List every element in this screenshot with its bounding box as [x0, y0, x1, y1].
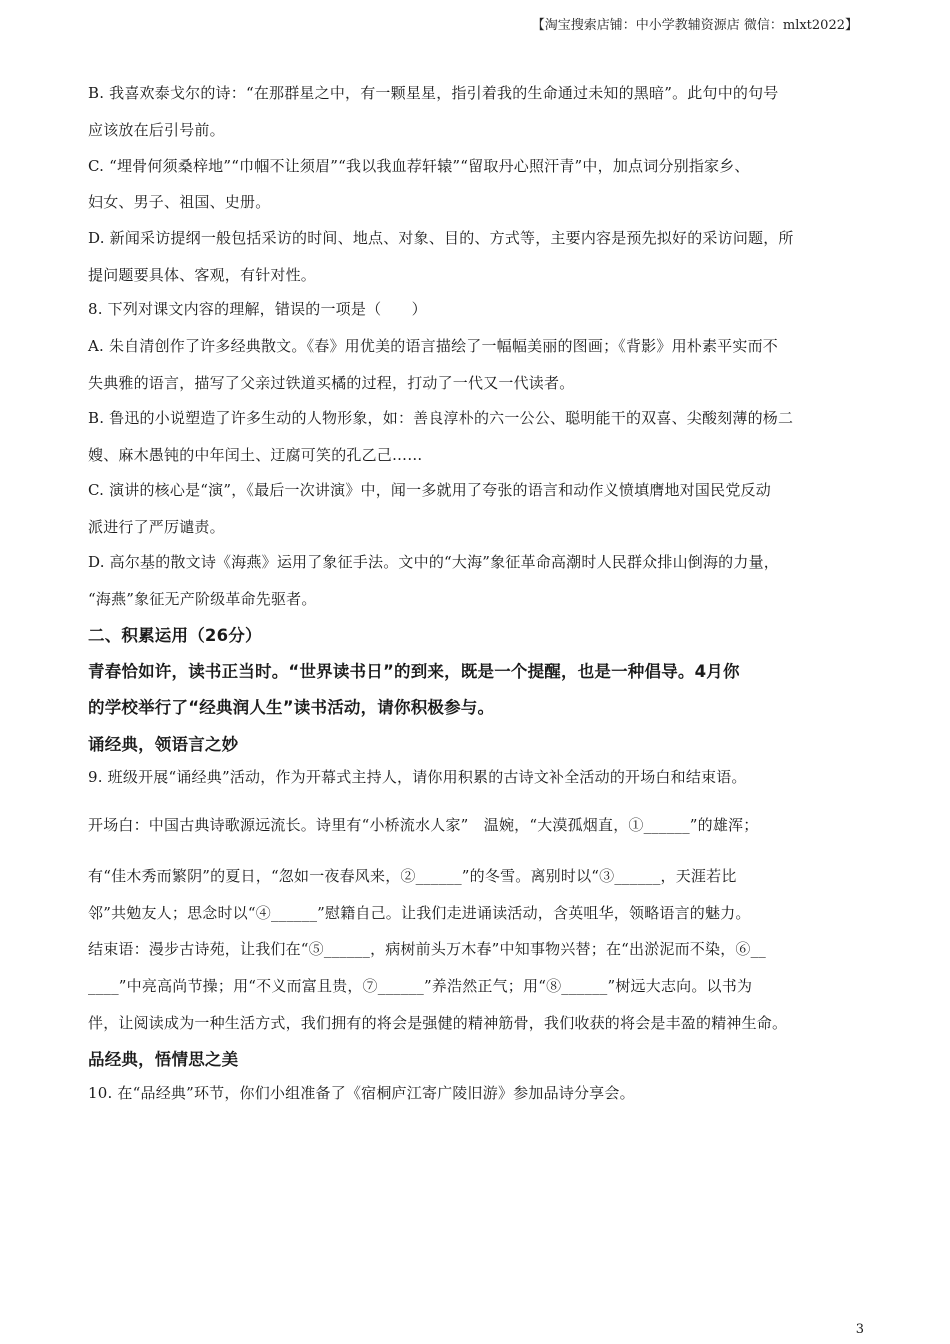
intro-line: 的学校举行了“经典润人生”读书活动，请你积极参与。 [88, 698, 495, 717]
text-line: 有“佳木秀而繁阴”的夏日，“忽如一夜春风来，②______”的冬雪。离别时以“③______，天涯若比 [88, 867, 737, 885]
section-heading: 二、积累运用（26分） [88, 626, 262, 645]
page-number: 3 [855, 1322, 864, 1337]
text-line: 派进行了严厉谴责。 [88, 518, 225, 536]
text-line: 伴，让阅读成为一种生活方式，我们拥有的将会是强健的精神筋骨，我们收获的将会是丰盈的精神生命。 [88, 1014, 788, 1032]
text-line: 开场白：中国古典诗歌源远流长。诗里有“小桥流水人家” 温婉，“大漠孤烟直，①______”的雄浑； [88, 816, 759, 834]
option-d: D. 高尔基的散文诗《海燕》运用了象征手法。文中的“大海”象征革命高潮时人民群众排山倒海的力量， [88, 553, 779, 571]
text-line: 失典雅的语言，描写了父亲过铁道买橘的过程，打动了一代又一代读者。 [88, 374, 575, 392]
text-line: 妇女、男子、祖国、史册。 [88, 193, 271, 211]
text-line: 结束语：漫步古诗苑，让我们在“⑤______，病树前头万木春”中知事物兴替；在“出淤泥而不染，⑥__ [88, 940, 767, 958]
page-header: 【淘宝搜索店铺：中小学教辅资源店 微信：mlxt2022】 [531, 18, 858, 33]
text-line: B. 我喜欢泰戈尔的诗：“在那群星之中，有一颗星星，指引着我的生命通过未知的黑暗”。此句中的句号 [88, 84, 779, 102]
option-a: A. 朱自清创作了许多经典散文。《春》用优美的语言描绘了一幅幅美丽的图画；《背影》用朴素平实而不 [88, 337, 778, 355]
text-line: C. “埋骨何须桑梓地”“巾帼不让须眉”“我以我血荐轩辕”“留取丹心照汗青”中，加点词分别指家乡、 [88, 157, 750, 175]
text-line: 嫂、麻木愚钝的中年闰土、迂腐可笑的孔乙己…… [88, 446, 423, 464]
option-b: B. 鲁迅的小说塑造了许多生动的人物形象，如：善良淳朴的六一公公、聪明能干的双喜、尖酸刻薄的杨二 [88, 409, 794, 427]
text-line: “海燕”象征无产阶级革命先驱者。 [88, 590, 317, 608]
question-8: 8. 下列对课文内容的理解，错误的一项是（ ） [88, 300, 427, 318]
text-line: 应该放在后引号前。 [88, 121, 225, 139]
text-line: D. 新闻采访提纲一般包括采访的时间、地点、对象、目的、方式等，主要内容是预先拟好的采访问题，所 [88, 229, 794, 247]
intro-line: 青春恰如许，读书正当时。“世界读书日”的到来，既是一个提醒，也是一种倡导。4月你 [88, 662, 740, 681]
question-9: 9. 班级开展“诵经典”活动，作为开幕式主持人，请你用积累的古诗文补全活动的开场白和结束语。 [88, 768, 747, 786]
text-line: 邻”共勉友人；思念时以“④______”慰籍自己。让我们走进诵读活动，含英咀华，领略语言的魅力。 [88, 904, 751, 922]
text-line: ____”中亮高尚节操；用“不义而富且贵，⑦______”养浩然正气；用“⑧______”树远大志向。以书为 [88, 977, 753, 995]
subheading: 品经典，悟情思之美 [88, 1050, 239, 1069]
question-10: 10. 在“品经典”环节，你们小组准备了《宿桐庐江寄广陵旧游》参加品诗分享会。 [88, 1084, 635, 1102]
text-line: 提问题要具体、客观，有针对性。 [88, 266, 317, 284]
option-c: C. 演讲的核心是“演”，《最后一次讲演》中，闻一多就用了夸张的语言和动作义愤填膺地对国民党反动 [88, 481, 771, 499]
subheading: 诵经典，领语言之妙 [88, 735, 239, 754]
